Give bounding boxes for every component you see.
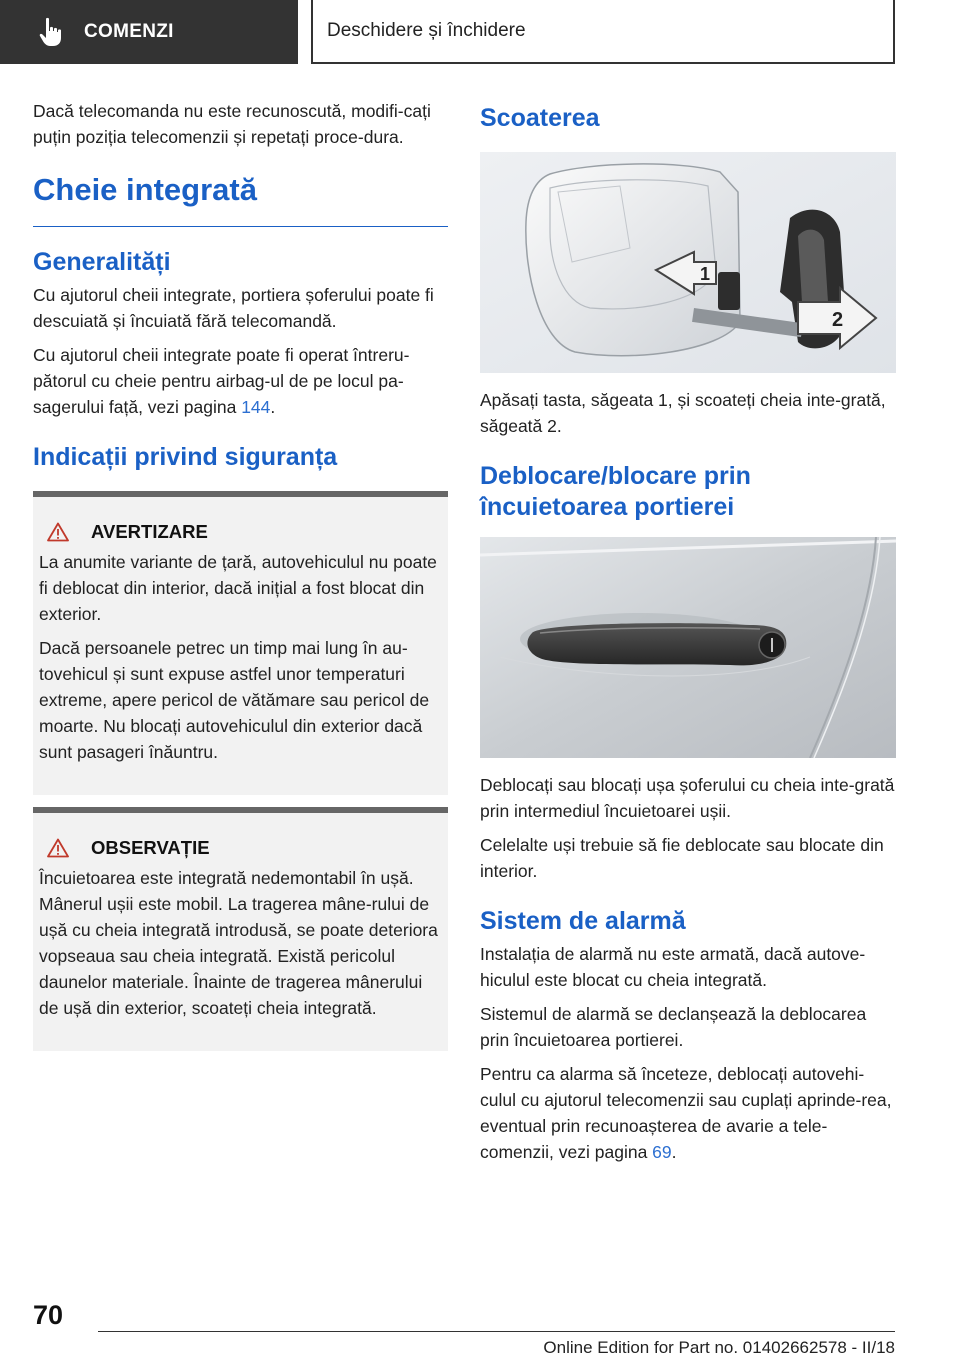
warning-title: AVERTIZARE bbox=[91, 521, 208, 542]
lock-paragraph-1: Deblocați sau blocați ușa șoferului cu cheia inte‐grată prin intermediul încuietoarei ușii. bbox=[480, 775, 895, 821]
observation-box bbox=[33, 807, 448, 1051]
edition-text: Online Edition for Part no. 01402662578 - II/18 bbox=[543, 1338, 895, 1357]
page-link-144[interactable]: 144 bbox=[241, 397, 271, 417]
right-column bbox=[480, 98, 896, 1173]
observation-title: OBSERVAȚIE bbox=[91, 837, 210, 858]
alarm-paragraph-3-end: . bbox=[671, 1142, 677, 1162]
chapter-tab-label: COMENZI bbox=[84, 21, 174, 42]
warning-box bbox=[33, 491, 448, 795]
subsection-title-siguranta: Indicații privind siguranța bbox=[33, 443, 338, 471]
general-paragraph-2 bbox=[33, 342, 448, 420]
subsection-title-alarma: Sistem de alarmă bbox=[480, 907, 686, 935]
general-paragraph-1: Cu ajutorul cheii integrate, portiera șoferului poate fi descuiată și încuiată fără telecomandă. bbox=[33, 285, 434, 331]
door-lock-illustration bbox=[480, 537, 896, 758]
arrow-label-2: 2 bbox=[832, 309, 844, 331]
subsection-title-generalitati: Generalități bbox=[33, 248, 171, 276]
chapter-title: Deschidere și închidere bbox=[311, 0, 895, 64]
chapter-tab-comenzi[interactable] bbox=[0, 0, 298, 64]
hand-pointer-icon bbox=[38, 17, 64, 47]
alarm-paragraph-2: Sistemul de alarmă se declanșează la deblocarea prin încuietoarea portierei. bbox=[480, 1004, 867, 1050]
removal-caption: Apăsați tasta, săgeata 1, și scoateți cheia inte‐grată, săgeată 2. bbox=[480, 390, 886, 436]
warning-triangle-icon bbox=[47, 522, 69, 542]
alarm-paragraph-3 bbox=[480, 1061, 896, 1165]
footer-divider bbox=[98, 1331, 895, 1332]
warning-header bbox=[39, 521, 442, 543]
warning-paragraph-2: Dacă persoanele petrec un timp mai lung în au‐tovehicul și sunt expuse astfel unor temperaturi extreme, apere pericol de vătămare sau pericol de moarte. Nu blocați autovehiculul din exterior dacă sunt pasageri înăuntru. bbox=[39, 638, 430, 762]
arrow-label-1: 1 bbox=[700, 264, 711, 284]
warning-paragraph-1: La anumite variante de țară, autovehiculul nu poate fi deblocat din interior, dacă inițial a fost blocat din exterior. bbox=[39, 552, 437, 624]
lock-paragraph-2: Celelalte uși trebuie să fie deblocate sau blocate din interior. bbox=[480, 835, 884, 881]
section-title-cheie-integrata: Cheie integrată bbox=[33, 172, 448, 227]
page-header bbox=[0, 0, 960, 66]
left-column bbox=[33, 98, 448, 1051]
observation-header bbox=[39, 837, 442, 859]
subsection-title-scoaterea: Scoaterea bbox=[480, 104, 600, 132]
page-link-69[interactable]: 69 bbox=[652, 1142, 672, 1162]
key-removal-illustration bbox=[480, 152, 896, 373]
alarm-paragraph-3-text: Pentru ca alarma să înceteze, deblocați autovehi‐culul cu ajutorul telecomenzii sau cuplați aprinde‐rea, eventual prin recunoașterea de avarie a tele‐comenzii, vezi pagina bbox=[480, 1064, 892, 1162]
intro-paragraph: Dacă telecomanda nu este recunoscută, modifi‐cați puțin poziția telecomenzii și repetați proce‐dura. bbox=[33, 101, 431, 147]
general-paragraph-2-text: Cu ajutorul cheii integrate poate fi operat întreru‐pătorul cu cheie pentru airbag-ul de pe locul pa‐sagerului față, vezi pagina bbox=[33, 345, 410, 417]
observation-paragraph-1: Încuietoarea este integrată nedemontabil în ușă. Mânerul ușii este mobil. La tragerea mâne‐rului de ușă cu cheia integrată introdusă, se poate deteriora vopseaua sau cheia integrată. Există pericolul daunelor materiale. Înainte de tragerea mânerului de ușă din exterior, scoateți cheia integrată. bbox=[39, 868, 438, 1018]
subsection-title-deblocare: Deblocare/blocare prin încuietoarea portierei bbox=[480, 462, 751, 521]
alarm-paragraph-1: Instalația de alarmă nu este armată, dacă autove‐hiculul este blocat cu cheia integrată. bbox=[480, 944, 866, 990]
general-paragraph-2-end: . bbox=[270, 397, 276, 417]
warning-triangle-icon bbox=[47, 838, 69, 858]
page-number: 70 bbox=[33, 1300, 64, 1330]
